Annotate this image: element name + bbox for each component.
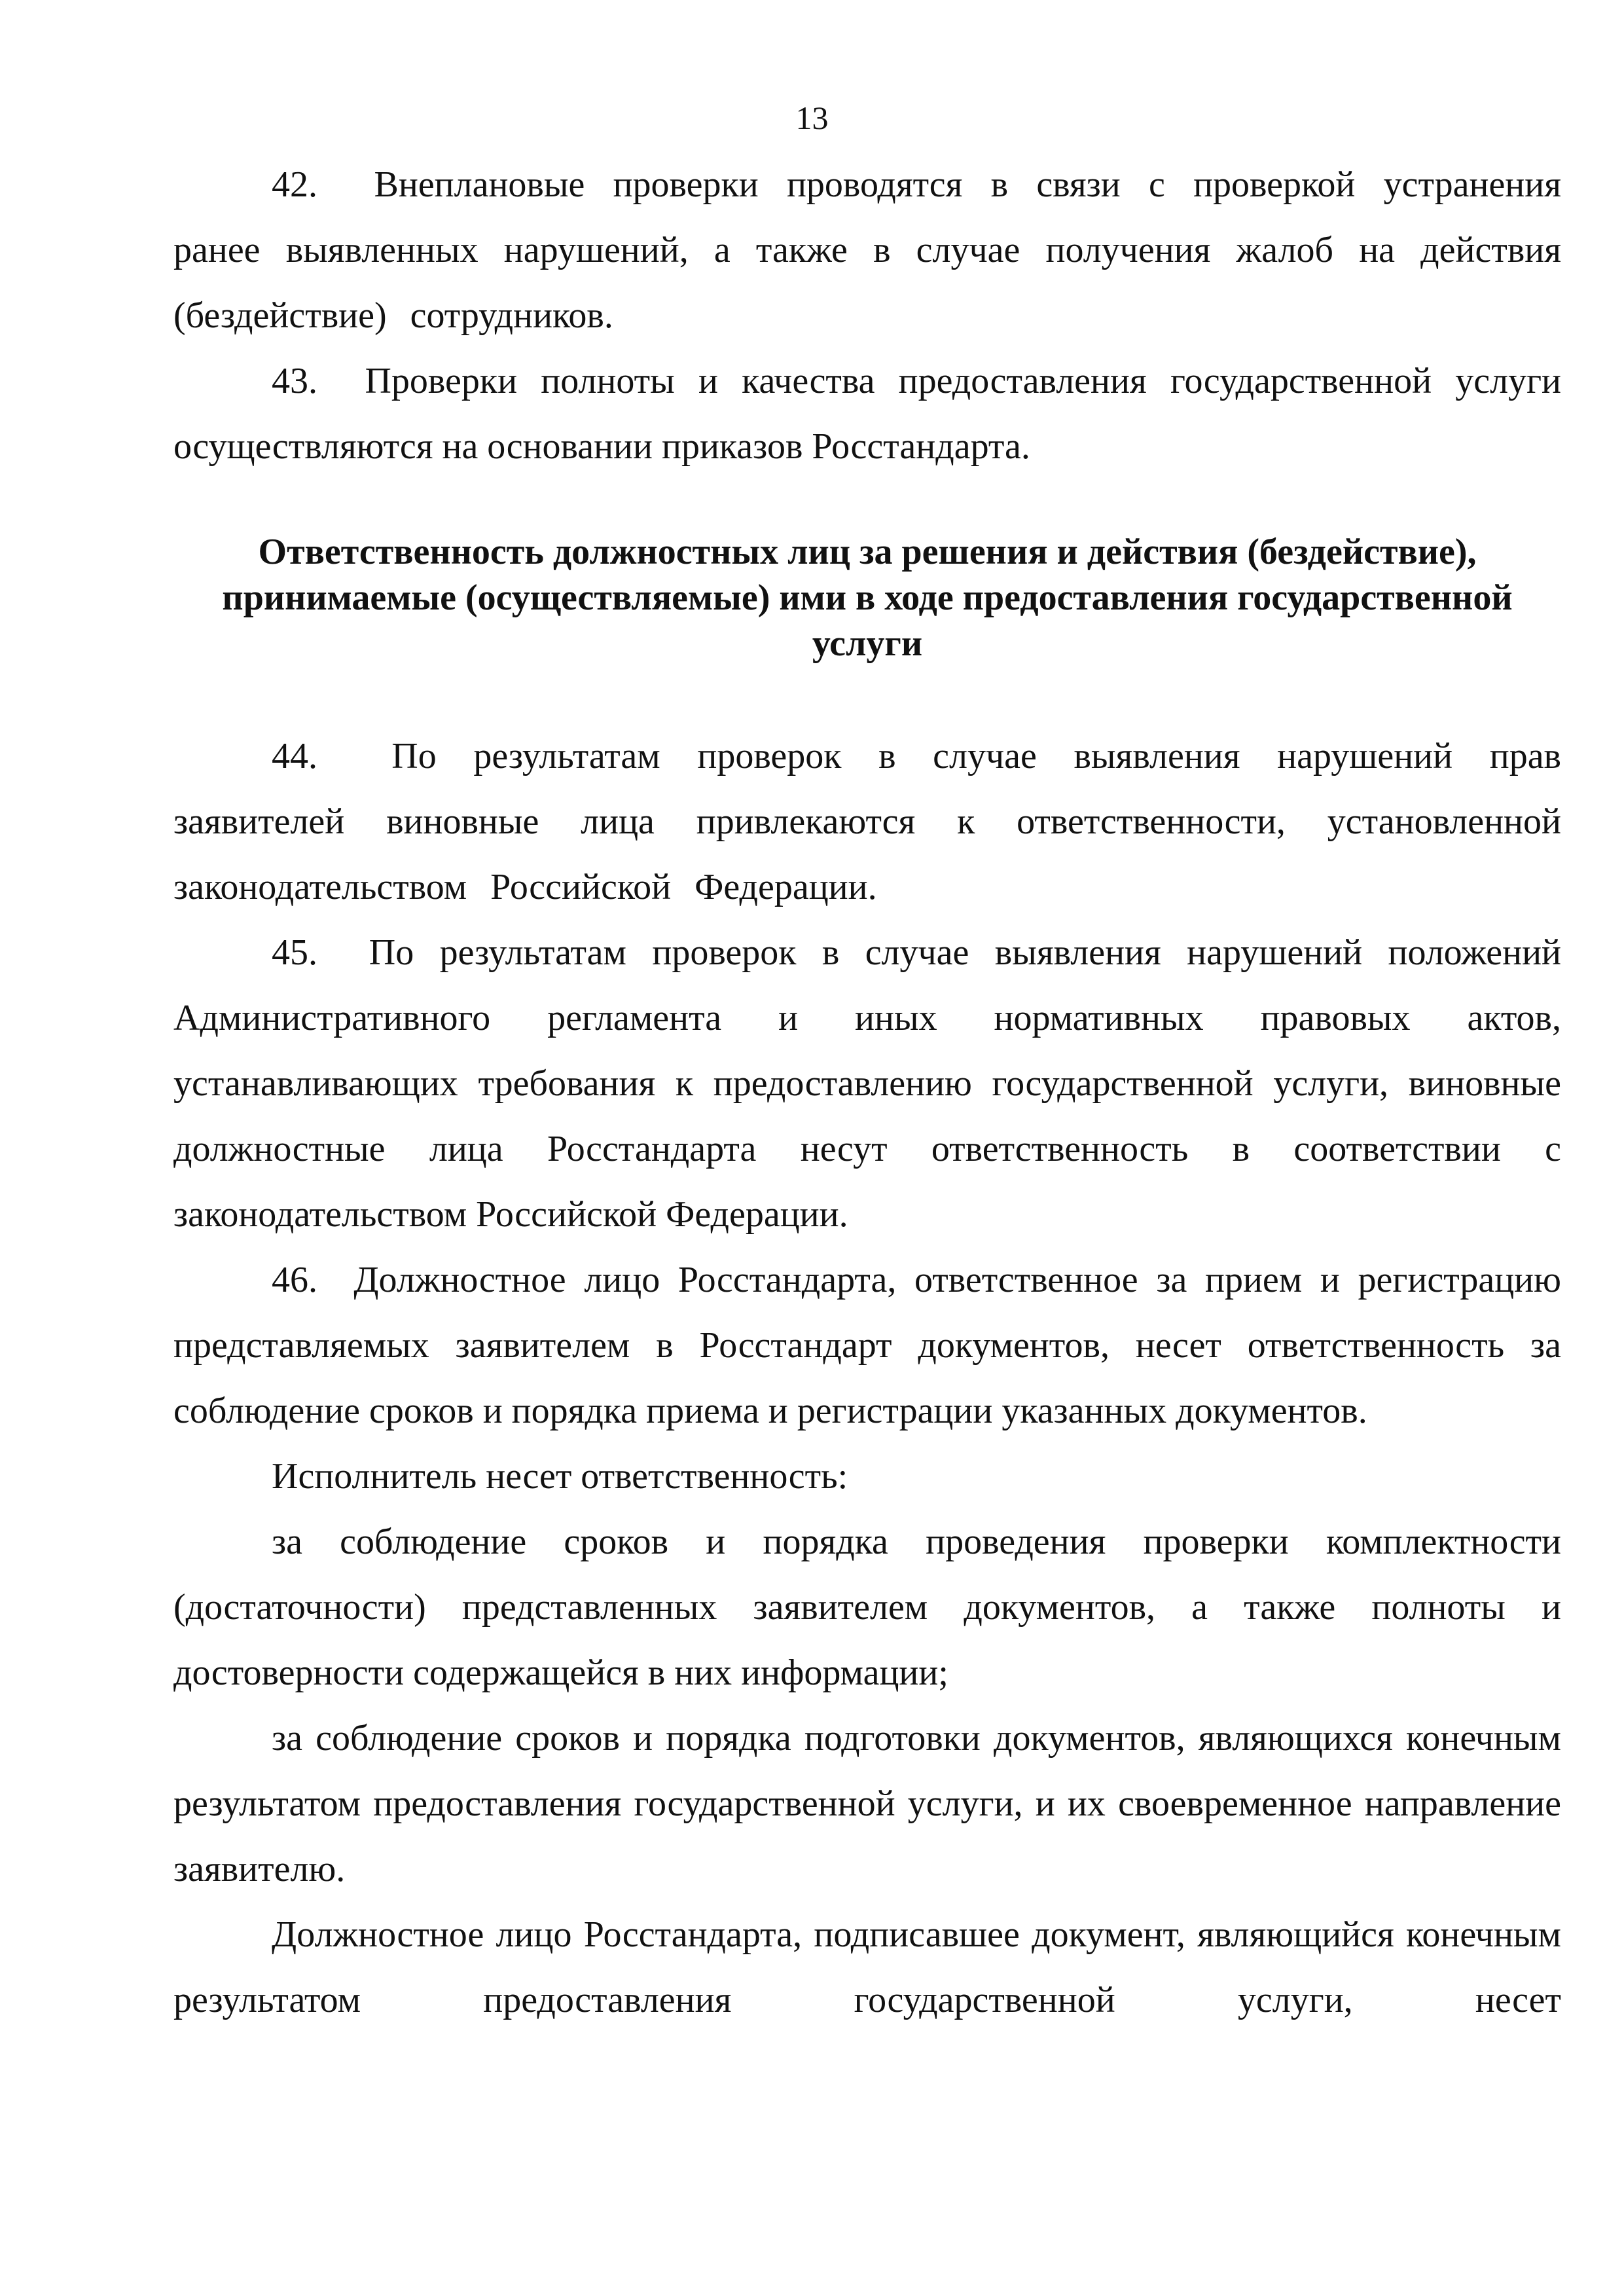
paragraph-number: 44.: [272, 736, 317, 776]
section-heading: [173, 529, 1561, 666]
paragraph-44: [173, 723, 1561, 920]
paragraph-number: 45.: [272, 932, 317, 973]
paragraph-signer: [173, 1902, 1561, 2033]
paragraph-text: Исполнитель несет ответственность:: [272, 1456, 848, 1497]
paragraph-text: По результатам проверок в случае выявления нарушений положений Административного регламента и иных нормативных правовых актов, устанавливающих требования к предоставлению государственной услуги, виновные должностные лица Росстандарта несут ответственность в соответствии с законодательством Российской Федерации.: [173, 932, 1562, 1235]
paragraphs-section-1: [173, 152, 1561, 479]
paragraph-text: Должностное лицо Росстандарта, подписавшее документ, являющийся конечным результатом предоставления государственной услуги, несет: [173, 1914, 1561, 2020]
heading-line-3: услуги: [812, 623, 923, 664]
paragraph-46: [173, 1247, 1561, 1444]
paragraph-executor-b: [173, 1705, 1561, 1902]
paragraph-text: за соблюдение сроков и порядка проведения проверки комплектности (достаточности) представленных заявителем документов, а также полноты и достоверности содержащейся в них информации;: [173, 1522, 1561, 1693]
paragraph-text: Внеплановые проверки проводятся в связи с проверкой устранения ранее выявленных нарушений, а также в случае получения жалоб на действия (бездействие) сотрудников.: [173, 164, 1561, 336]
paragraphs-section-2: [173, 723, 1561, 2033]
paragraph-text: По результатам проверок в случае выявления нарушений прав заявителей виновные лица привлекаются к ответственности, установленной законодательством Российской Федерации.: [173, 736, 1562, 907]
paragraph-text: Проверки полноты и качества предоставления государственной услуги осуществляются на основании приказов Росстандарта.: [173, 361, 1562, 467]
paragraph-42: [173, 152, 1561, 348]
paragraph-executor: [173, 1444, 1561, 1509]
paragraph-number: 43.: [272, 361, 317, 401]
heading-line-2: принимаемые (осуществляемые) ими в ходе предоставления государственной: [222, 577, 1513, 618]
paragraph-number: 46.: [272, 1260, 317, 1300]
paragraph-45: [173, 920, 1561, 1247]
paragraph-executor-a: [173, 1509, 1561, 1705]
paragraph-text: за соблюдение сроков и порядка подготовки документов, являющихся конечным результатом предоставления государственной услуги, и их своевременное направление заявителю.: [173, 1718, 1561, 1889]
heading-line-1: Ответственность должностных лиц за решения и действия (бездействие),: [258, 532, 1477, 572]
paragraph-number: 42.: [272, 164, 317, 205]
page-number: 13: [795, 100, 829, 136]
paragraph-43: [173, 348, 1561, 479]
paragraph-text: Должностное лицо Росстандарта, ответственное за прием и регистрацию представляемых заявителем в Росстандарт документов, несет ответственность за соблюдение сроков и порядка приема и регистрации указанных документов.: [173, 1260, 1561, 1431]
